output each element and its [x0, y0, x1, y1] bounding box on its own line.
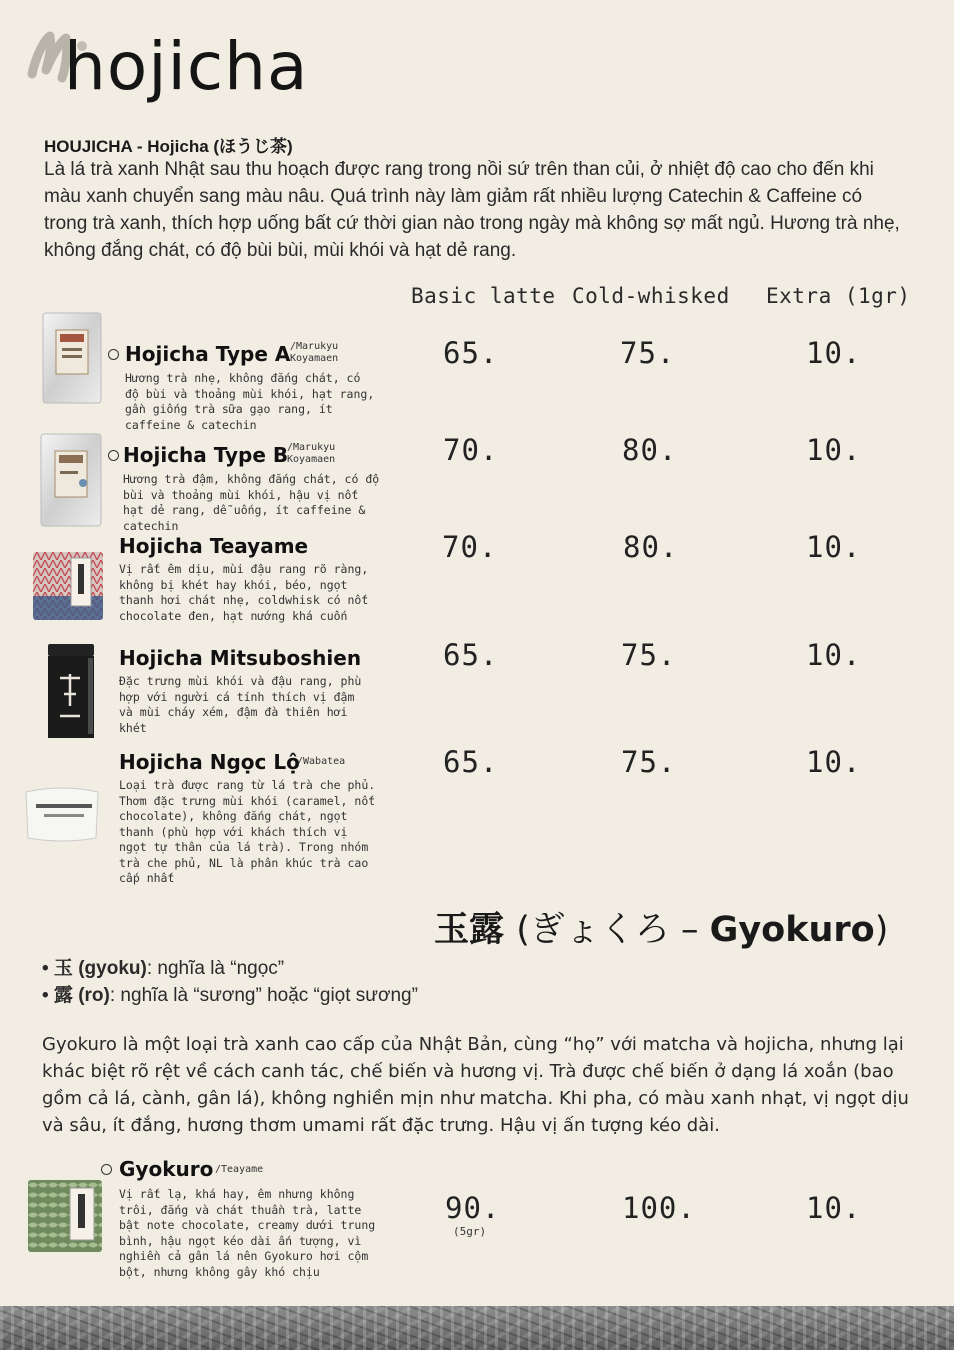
- price-cold-whisked: 80.: [623, 530, 679, 564]
- product-description: Hương trà đậm, không đắng chát, có độ bùi và thoảng mùi khói, hậu vị nốt hạt dẻ rang, dễ uống, ít caffeine & catechin: [123, 472, 380, 533]
- stone-texture-footer: [0, 1306, 954, 1350]
- price-cold-whisked: 75.: [621, 638, 677, 672]
- product-source: /Teayame: [215, 1164, 264, 1175]
- bullet-icon: [108, 450, 119, 461]
- product-description: Vị rất êm dịu, mùi đậu rang rõ ràng, không bị khét hay khói, béo, ngọt thanh hơi chát nhẹ, coldwhisk có nốt chocolate đen, hạt nướng khá cuốn: [119, 562, 369, 623]
- product-name-gyokuro: Gyokuro: [119, 1157, 214, 1181]
- price-basic-latte-note: (5gr): [453, 1225, 487, 1238]
- product-image-hojicha-teayame: [33, 552, 103, 620]
- product-name-hojicha-type-b: Hojicha Type B: [123, 443, 289, 467]
- gyokuro-meaning-ro: [42, 980, 418, 1007]
- gyokuro-section-title: [434, 902, 888, 952]
- price-basic-latte: 70.: [442, 530, 498, 564]
- column-header-extra: Extra (1gr): [766, 284, 911, 308]
- product-description: Loại trà được rang từ lá trà che phủ. Thơm đặc trưng mùi khói (caramel, nốt chocolate), không đắng chát, ngọt thanh (phù hợp với khách thích vị ngọt tự thân của lá trà). Trong nhóm trà che phủ, NL là phân khúc trà cao cấp nhất: [119, 778, 376, 885]
- gyokuro-term: • 露 (ro): [42, 985, 110, 1006]
- product-source: /Wabatea: [297, 756, 346, 767]
- product-description: Hương trà nhẹ, không đắng chát, có độ bùi và thoảng mùi khói, hạt rang, gần giống trà sữa gạo rang, ít caffeine & catechin: [125, 371, 375, 432]
- product-description: Đặc trưng mùi khói và đậu rang, phù hợp với người cá tính thích vị đậm và mùi cháy xém, đậm đà thiên hơi khét: [119, 674, 362, 735]
- price-cold-whisked: 100.: [622, 1191, 696, 1225]
- bullet-icon: [101, 1164, 112, 1175]
- product-name-hojicha-type-a: Hojicha Type A: [125, 342, 291, 366]
- price-basic-latte: 65.: [443, 336, 499, 370]
- gyokuro-paragraph: Gyokuro là một loại trà xanh cao cấp của Nhật Bản, cùng “họ” với matcha và hojicha, nhưng lại khác biệt rõ rệt về cách canh tác, chế biến và hương vị. Trà được chế biến ở dạng lá xoắn (bao gồm cả lá, cành, gân lá), không nghiền mịn như matcha. Khi pha, có màu xanh nhạt, vị ngọt dịu và sâu, ít đắng, hương thơm umami rất đặc trưng. Hậu vị ấn tượng kéo dài.: [42, 1034, 909, 1136]
- column-header-cold-whisked: Cold-whisked: [572, 284, 730, 308]
- price-cold-whisked: 75.: [621, 745, 677, 779]
- gyokuro-term-meaning: : nghĩa là “ngọc”: [146, 958, 285, 979]
- product-name-hojicha-ngoc-lo: Hojicha Ngọc Lộ: [119, 750, 300, 774]
- product-source: /Marukyu Koyamaen: [290, 341, 339, 364]
- price-cold-whisked: 75.: [620, 336, 676, 370]
- price-extra: 10.: [806, 1191, 862, 1225]
- price-basic-latte: 90.: [445, 1191, 501, 1225]
- price-extra: 10.: [806, 745, 862, 779]
- intro-paragraph: Là lá trà xanh Nhật sau thu hoạch được rang trong nồi sứ trên than củi, ở nhiệt độ cao cho đến khi màu xanh chuyển sang màu nâu. Quá trình này làm giảm rất nhiều lượng Catechin & Caffeine có trong trà xanh, thích hợp uống bất cứ thời gian nào trong ngày mà không sợ mất ngủ. Hương trà nhẹ, không đắng chát, có độ bùi bùi, mùi khói và hạt dẻ rang.: [44, 159, 900, 261]
- product-description: Vị rất lạ, khá hay, êm nhưng không trôi, đắng và chát thuần trà, latte bật note chocolate, creamy dưới trung bình, hậu ngọt kéo dài ấn tượng, vì nghiền cả gân lá nên Gyokuro hơi cộm bột, nhưng không gây khó chịu: [119, 1187, 376, 1279]
- gyokuro-term: • 玉 (gyoku): [42, 958, 147, 979]
- product-image-hojicha-mitsuboshien: [46, 644, 98, 740]
- bullet-icon: [108, 349, 119, 360]
- price-cold-whisked: 80.: [622, 433, 678, 467]
- product-name-hojicha-teayame: Hojicha Teayame: [119, 534, 309, 558]
- price-extra: 10.: [806, 638, 862, 672]
- price-extra: 10.: [806, 336, 862, 370]
- price-extra: 10.: [806, 530, 862, 564]
- column-header-basic-latte: Basic latte: [411, 284, 556, 308]
- price-extra: 10.: [806, 433, 862, 467]
- gyokuro-meaning-gyoku: [42, 953, 284, 980]
- product-image-hojicha-type-a: [42, 312, 102, 404]
- price-basic-latte: 70.: [443, 433, 499, 467]
- gyokuro-title-close: ): [874, 910, 889, 950]
- gyokuro-term-meaning: : nghĩa là “sương” hoặc “giọt sương”: [109, 985, 418, 1006]
- product-image-hojicha-type-b: [40, 433, 102, 527]
- gyokuro-title-latin: Gyokuro: [709, 910, 875, 950]
- price-basic-latte: 65.: [443, 638, 499, 672]
- page-title: hojicha: [64, 28, 309, 105]
- product-image-hojicha-ngoc-lo: [22, 782, 102, 846]
- product-name-hojicha-mitsuboshien: Hojicha Mitsuboshien: [119, 646, 362, 670]
- gyokuro-title-kanji: 玉露: [434, 910, 505, 950]
- product-source: /Marukyu Koyamaen: [287, 442, 336, 465]
- gyokuro-title-kana: (ぎょくろ –: [516, 910, 710, 950]
- product-image-gyokuro: [28, 1180, 102, 1252]
- price-basic-latte: 65.: [443, 745, 499, 779]
- intro-heading: HOUJICHA - Hojicha (ほうじ茶): [44, 137, 293, 156]
